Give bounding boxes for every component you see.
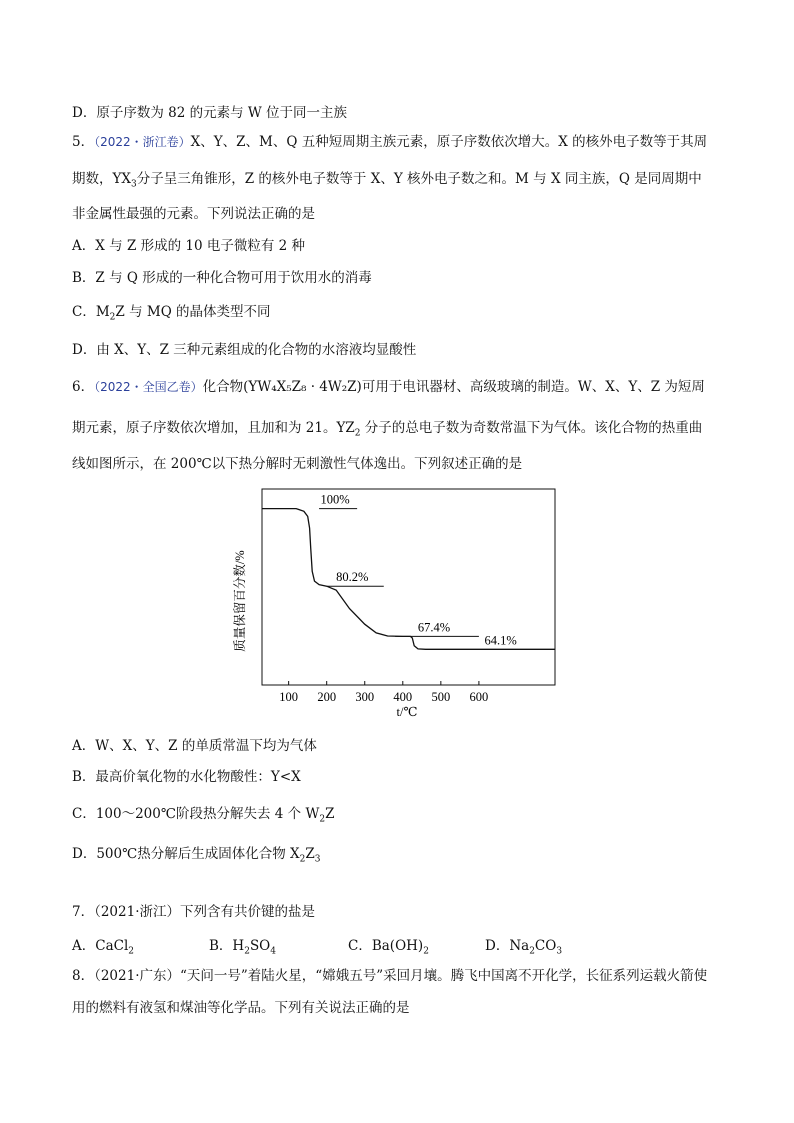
q7-option-d-sub1: 2 xyxy=(529,946,535,957)
chart-annotation-label: 100% xyxy=(320,492,350,507)
q6-stem-text2b: 分子的总电子数为奇数常温下为气体。该化合物的热重曲 xyxy=(360,420,703,436)
q6-option-d-x: X xyxy=(289,846,300,862)
chart-x-tick-label: 500 xyxy=(431,690,451,704)
q7-option-b-mid: SO xyxy=(249,938,271,954)
q6-option-c xyxy=(72,805,334,829)
chart-x-tick-label: 400 xyxy=(393,690,413,704)
q5-stem-line3: 非金属性最强的元素。下列说法正确的是 xyxy=(72,206,315,222)
q6-option-d-z: Z xyxy=(305,846,315,862)
q6-formula-yz: YZ xyxy=(336,420,355,436)
q7-options xyxy=(72,934,712,957)
q4-option-d: D．原子序数为 82 的元素与 W 位于同一主族 xyxy=(72,105,348,121)
q5-stem-line1 xyxy=(72,133,707,151)
q5-option-c-rest: Z 与 MQ 的晶体类型不同 xyxy=(115,304,271,320)
q7-option-d xyxy=(485,934,562,957)
chart-x-tick-label: 600 xyxy=(469,690,489,704)
q5-source: （2022・浙江卷） xyxy=(94,135,191,149)
q7-option-a-text: A．CaCl xyxy=(72,938,129,954)
q6-option-b: B．最高价氧化物的水化物酸性：Y<X xyxy=(72,769,301,785)
q7-option-c-sub: 2 xyxy=(423,946,429,957)
q6-stem-text1a: 化合物 xyxy=(202,379,244,395)
q7-option-a-sub: 2 xyxy=(128,946,135,957)
q6-option-c-w: W xyxy=(305,806,320,822)
chart-plot-frame xyxy=(262,489,555,685)
chart-x-tick-label: 100 xyxy=(279,690,299,704)
q6-option-d-sub1: 2 xyxy=(299,854,306,865)
q6-stem-text2a: 期元素，原子序数依次增加，且加和为 21。 xyxy=(72,420,337,436)
q7-stem-text: 下列含有共价键的盐是 xyxy=(180,904,315,920)
q7-number-source: 7．（2021·浙江） xyxy=(72,904,180,920)
q6-formula: (YW₄X₅Z₈ · 4W₂Z) xyxy=(243,379,362,395)
chart-annotation-label: 64.1% xyxy=(484,633,517,648)
q7-option-d-mid: CO xyxy=(534,938,557,954)
thermogravimetric-chart xyxy=(227,486,567,726)
q7-option-d-sub2: 3 xyxy=(556,946,563,957)
chart-xlabel: t/℃ xyxy=(396,705,418,719)
q5-number: 5． xyxy=(72,134,95,150)
q8-number-source: 8．（2021·广东） xyxy=(72,968,180,984)
q6-option-a: A．W、X、Y、Z 的单质常温下均为气体 xyxy=(72,738,317,754)
q7-option-b-text: B．H xyxy=(209,938,245,954)
q7-stem xyxy=(72,903,315,921)
q5-stem-text2c: 分子呈三角锥形，Z 的核外电子数等于 X、Y 核外电子数之和。M 与 X 同主族，Q 是同周期中 xyxy=(136,171,702,187)
q7-option-c xyxy=(348,934,429,957)
q5-option-c-m: M xyxy=(95,304,110,320)
q8-stem-text1: “天问一号”着陆火星，“嫦娥五号”采回月壤。腾飞中国离不开化学，长征系列运载火箭使 xyxy=(180,968,708,984)
q7-option-d-text: D．Na xyxy=(485,938,530,954)
chart-annotation-label: 80.2% xyxy=(336,570,369,585)
q6-stem-line1 xyxy=(72,378,705,396)
q5-stem-line2 xyxy=(72,170,702,194)
q5-option-c-prefix: C． xyxy=(72,304,96,320)
q6-option-d-prefix: D．500℃热分解后生成固体化合物 xyxy=(72,846,290,862)
chart-ylabel: 质量保留百分数/% xyxy=(233,550,247,652)
q6-stem-text1b: 可用于电讯器材、高级玻璃的制造。W、X、Y、Z 为短周 xyxy=(361,379,705,395)
q6-option-d xyxy=(72,845,320,869)
q6-stem-temp: 200℃ xyxy=(170,456,212,472)
chart-x-tick-label: 200 xyxy=(317,690,337,704)
q5-stem-text1: X、Y、Z、M、Q 五种短周期主族元素，原子序数依次增大。X 的核外电子数等于其周 xyxy=(190,134,708,150)
q6-stem-line2 xyxy=(72,419,702,443)
q6-number: 6． xyxy=(72,379,95,395)
q5-option-c-sub: 2 xyxy=(109,312,116,323)
q5-option-a: A．X 与 Z 形成的 10 电子微粒有 2 种 xyxy=(72,238,306,254)
q6-stem-line3 xyxy=(72,455,522,473)
q6-formula-yz-sub: 2 xyxy=(354,428,361,439)
chart-annotation-label: 67.4% xyxy=(417,620,451,635)
q8-stem-line1 xyxy=(72,967,707,985)
q7-option-a xyxy=(72,934,134,957)
q6-option-d-sub2: 3 xyxy=(314,854,321,865)
q7-option-b-sub1: 2 xyxy=(244,946,250,957)
q6-option-c-prefix: C．100～200℃阶段热分解失去 4 个 xyxy=(72,806,306,822)
chart-x-tick-label: 300 xyxy=(355,690,375,704)
q6-option-c-z: Z xyxy=(325,806,335,822)
q5-option-d: D．由 X、Y、Z 三种元素组成的化合物的水溶液均显酸性 xyxy=(72,342,417,358)
chart-series-line xyxy=(262,509,555,650)
q8-stem-line2: 用的燃料有液氢和煤油等化学品。下列有关说法正确的是 xyxy=(72,1000,410,1016)
q5-option-c xyxy=(72,303,271,327)
q7-option-b-sub2: 4 xyxy=(270,946,276,957)
q7-option-c-text: C．Ba(OH) xyxy=(348,938,424,954)
q6-source: （2022・全国乙卷） xyxy=(94,380,203,394)
q6-stem-text3b: 以下热分解时无刺激性气体逸出。下列叙述正确的是 xyxy=(211,456,523,472)
q6-option-c-sub: 2 xyxy=(319,814,326,825)
q5-formula-yx: YX xyxy=(112,171,132,187)
q5-option-b: B．Z 与 Q 形成的一种化合物可用于饮用水的消毒 xyxy=(72,270,372,286)
q5-stem-text2a: 期数， xyxy=(72,171,113,187)
q5-formula-sub: 3 xyxy=(131,179,137,190)
q7-option-b xyxy=(209,934,276,957)
q6-stem-text3a: 线如图所示，在 xyxy=(72,456,171,472)
